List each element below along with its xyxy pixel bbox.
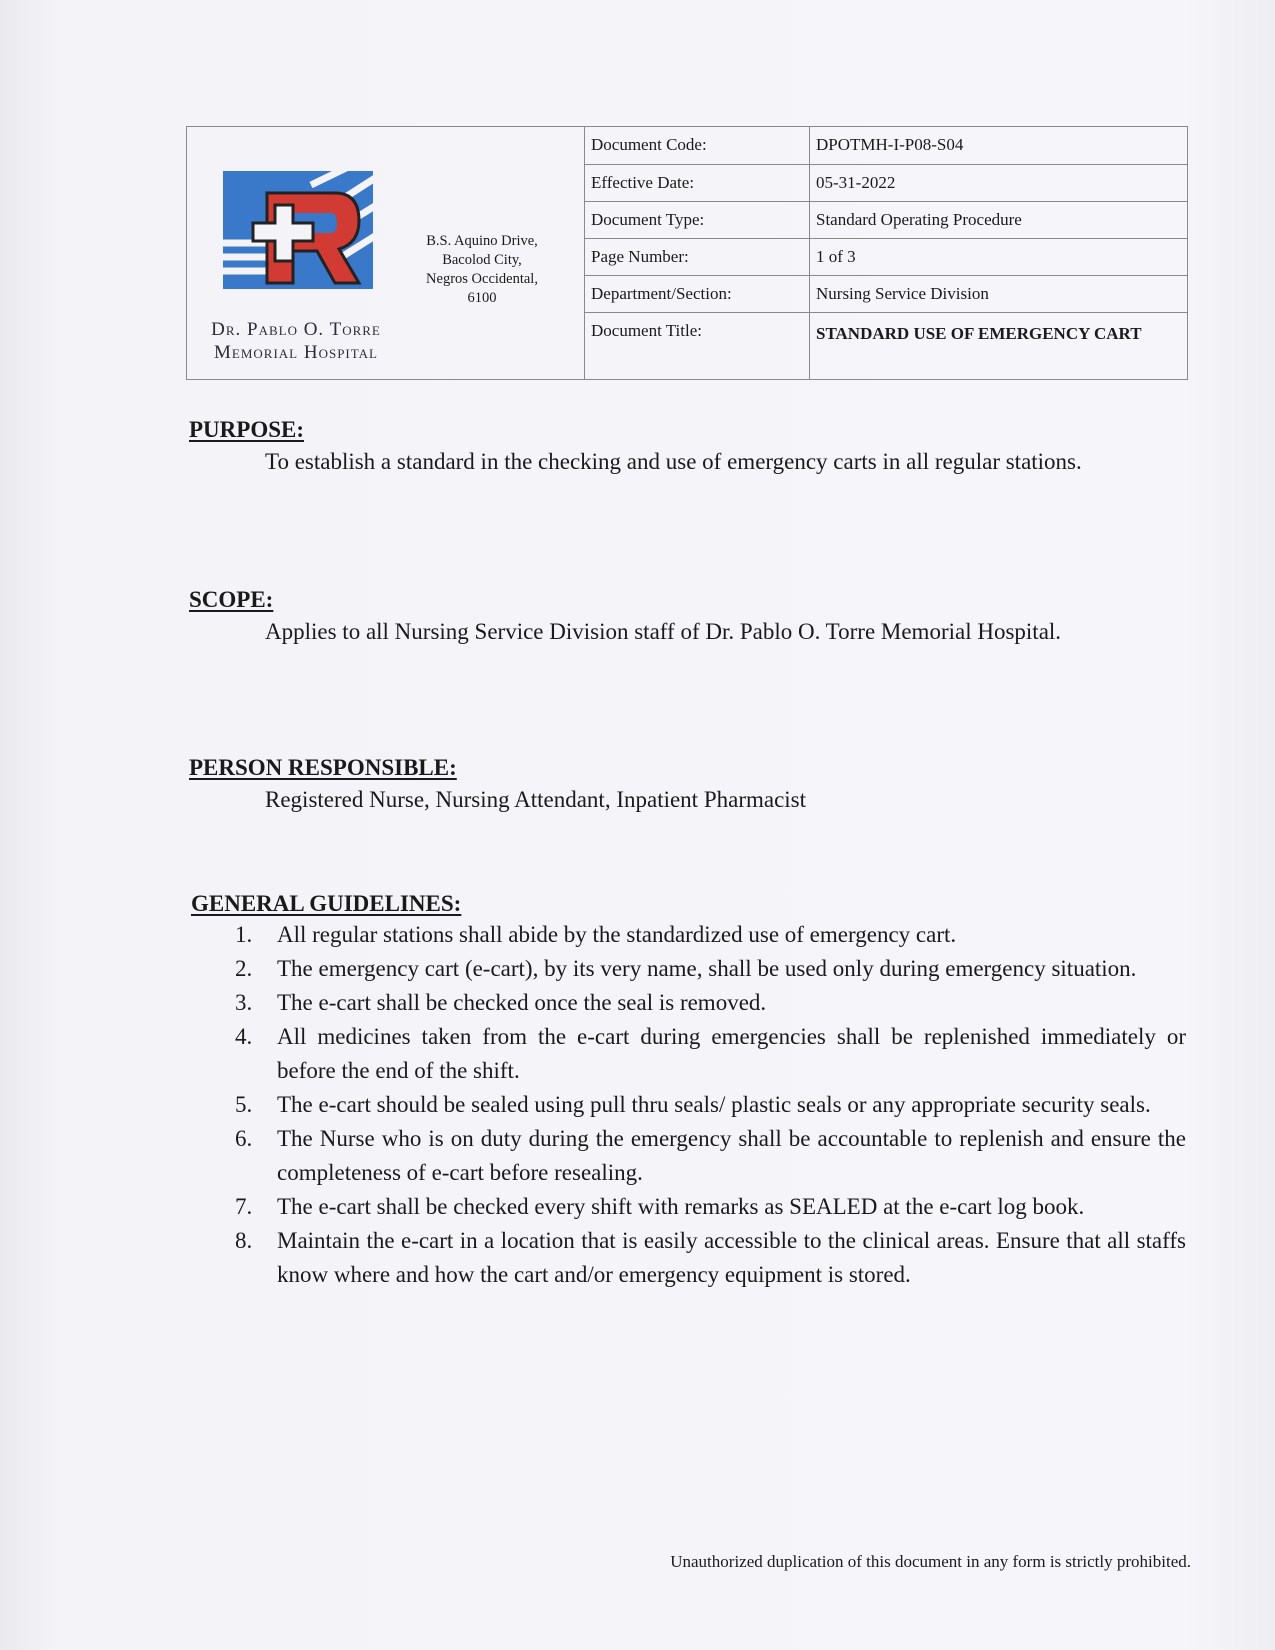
hospital-name [201,318,391,364]
item-text: All regular stations shall abide by the standardized use of emergency cart. [277,922,957,947]
item-text: Maintain the e-cart in a location that is easily accessible to the clinical areas. Ensure that all staffs know where and how the cart and/or emergency equipment is stored. [277,1228,1186,1287]
document-title: STANDARD USE OF EMERGENCY CART [810,312,1188,379]
info-value: 05-31-2022 [810,164,1188,201]
logo-cell [187,127,585,379]
list-item [191,1224,1186,1292]
section-heading: PERSON RESPONSIBLE: [189,755,457,780]
info-row [585,164,1187,201]
info-row [585,238,1187,275]
item-text: The emergency cart (e-cart), by its very name, shall be used only during emergency situation. [277,956,1137,981]
info-label: Effective Date: [585,164,810,201]
list-item [191,986,1186,1020]
guidelines-list [191,918,1186,1292]
info-value: 1 of 3 [810,238,1188,275]
info-value: DPOTMH-I-P08-S04 [810,127,1188,164]
item-number: 3. [235,990,253,1015]
item-text: The Nurse who is on duty during the emergency shall be accountable to replenish and ensure the completeness of e-cart before resealing. [277,1126,1186,1185]
document-info-table [585,127,1187,379]
scope-text: Applies to all Nursing Service Division staff of Dr. Pablo O. Torre Memorial Hospital. [265,619,1062,644]
footer-notice: Unauthorized duplication of this document in any form is strictly prohibited. [670,1552,1191,1571]
item-text: The e-cart shall be checked every shift with remarks as SEALED at the e-cart log book. [277,1194,1085,1219]
address-line: 6100 [467,290,497,306]
item-text: All medicines taken from the e-cart during emergencies shall be replenished immediately or before the end of the shift. [277,1024,1186,1083]
scope-section [189,586,1184,650]
person-responsible-text: Registered Nurse, Nursing Attendant, Inpatient Pharmacist [265,787,807,812]
list-item [191,918,1186,952]
hospital-logo-icon [223,165,379,295]
info-value: Standard Operating Procedure [810,201,1188,238]
item-number: 4. [235,1024,253,1049]
list-item [191,1088,1186,1122]
address-line: Negros Occidental, [426,271,538,287]
document-header [186,126,1188,380]
hospital-address [407,232,557,308]
list-item [191,1190,1186,1224]
item-number: 5. [235,1092,253,1117]
item-number: 7. [235,1194,253,1219]
info-row [585,201,1187,238]
info-row [585,312,1187,379]
info-row [585,127,1187,164]
list-item [191,1020,1186,1088]
hospital-name-line2: Memorial Hospital [214,342,378,363]
address-line: B.S. Aquino Drive, [426,233,538,249]
section-heading: SCOPE: [189,587,274,612]
info-label: Document Title: [585,312,810,379]
purpose-text: To establish a standard in the checking and use of emergency carts in all regular stations. [265,449,1082,474]
info-label: Document Type: [585,201,810,238]
section-heading: PURPOSE: [189,417,304,442]
list-item [191,1122,1186,1190]
item-number: 1. [235,922,253,947]
info-label: Department/Section: [585,275,810,312]
item-number: 6. [235,1126,253,1151]
info-value: Nursing Service Division [810,275,1188,312]
purpose-section [189,416,1184,480]
item-number: 8. [235,1228,253,1253]
person-responsible-section [189,754,1184,818]
info-label: Page Number: [585,238,810,275]
item-text: The e-cart should be sealed using pull thru seals/ plastic seals or any appropriate security seals. [277,1092,1151,1117]
section-heading: GENERAL GUIDELINES: [191,891,462,916]
hospital-name-line1: Dr. Pablo O. Torre [211,319,381,340]
general-guidelines-section [191,890,1186,1292]
info-label: Document Code: [585,127,810,164]
address-line: Bacolod City, [442,252,522,268]
item-number: 2. [235,956,253,981]
item-text: The e-cart shall be checked once the seal is removed. [277,990,767,1015]
list-item [191,952,1186,986]
info-row [585,275,1187,312]
